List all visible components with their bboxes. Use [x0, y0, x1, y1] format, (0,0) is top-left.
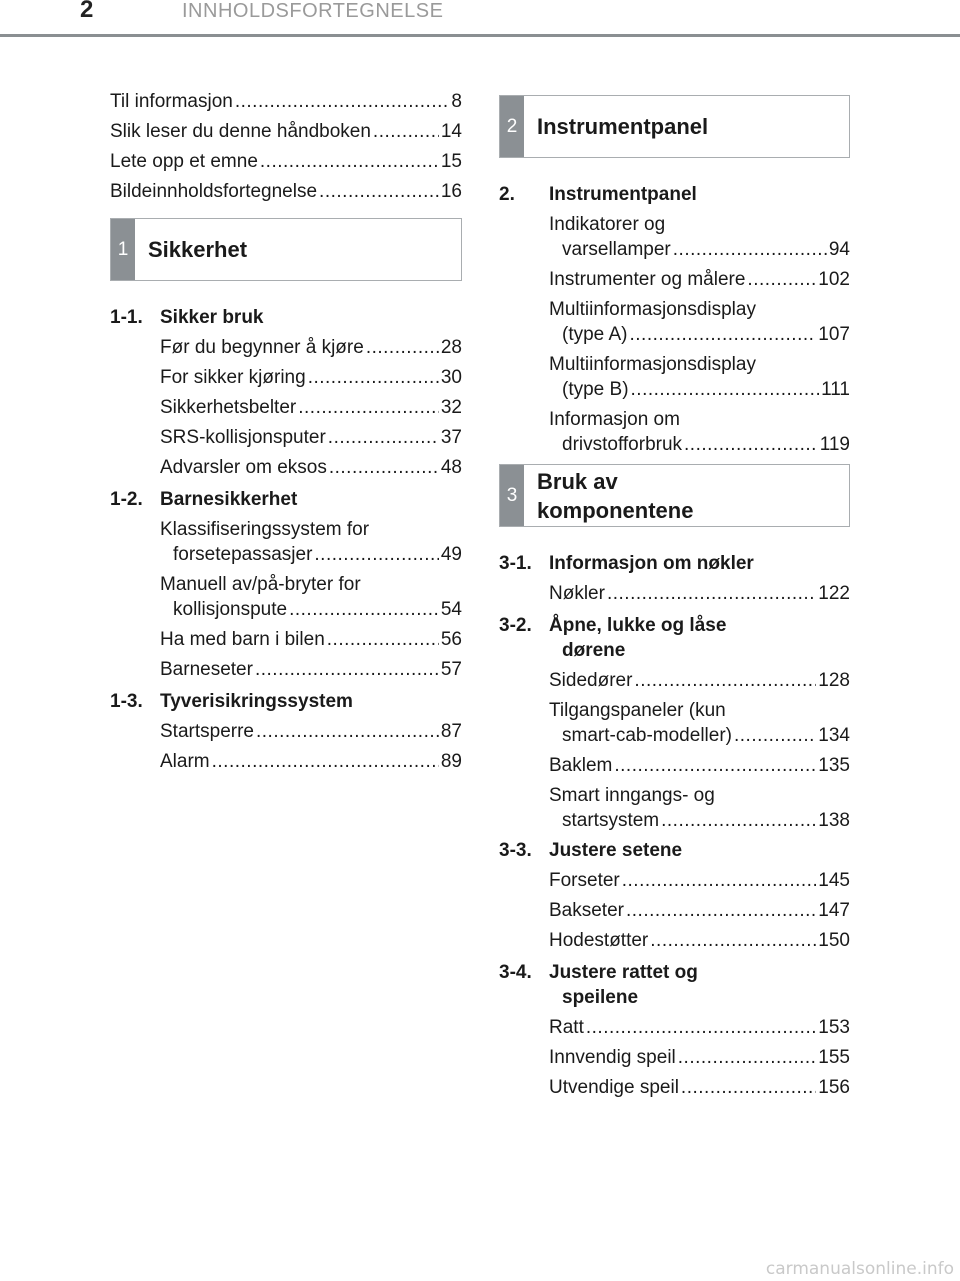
- toc-link[interactable]: Smart inngangs- og startsystem ..... 138: [549, 783, 850, 833]
- section-heading: 3-2. Åpne, lukke og låse dørene: [499, 615, 727, 661]
- chapter-number-tab: 2: [500, 96, 524, 157]
- toc-link[interactable]: Slik leser du denne håndboken ..... 14: [110, 119, 462, 149]
- toc-link[interactable]: Klassifiseringssystem for forsetepassasjer ..... 49: [160, 517, 462, 567]
- section-items: [499, 581, 850, 611]
- toc-link[interactable]: Multiinformasjonsdisplay (type B) ..... 111: [549, 352, 850, 402]
- toc-link[interactable]: Manuell av/på-bryter for kollisjonspute ..... 54: [160, 572, 462, 622]
- toc-link[interactable]: Lete opp et emne ..... 15: [110, 149, 462, 179]
- toc-link[interactable]: SRS-kollisjonsputer ..... 37: [160, 425, 462, 455]
- section-heading: 2. Instrumentpanel: [499, 184, 697, 205]
- watermark: carmanualsonline.info: [765, 1259, 954, 1279]
- section-items: [499, 1015, 850, 1105]
- toc-link[interactable]: Advarsler om eksos ..... 48: [160, 455, 462, 485]
- chapter-title: Instrumentpanel: [537, 114, 709, 139]
- section-heading: 1-2. Barnesikkerhet: [110, 489, 298, 510]
- toc-link[interactable]: Startsperre ..... 87: [160, 719, 462, 749]
- toc-link[interactable]: Til informasjon ..... 8: [110, 89, 462, 119]
- toc-link[interactable]: Bakseter ..... 147: [549, 898, 850, 928]
- toc-link[interactable]: Nøkler ..... 122: [549, 581, 850, 611]
- chapter-box-3[interactable]: [499, 464, 850, 527]
- toc-link[interactable]: Alarm ..... 89: [160, 749, 462, 779]
- section-heading: 3-3. Justere setene: [499, 840, 683, 861]
- toc-link[interactable]: Instrumenter og målere ..... 102: [549, 267, 850, 297]
- section-items: [499, 668, 850, 833]
- toc-link[interactable]: Tilgangspaneler (kun smart-cab-modeller) ..... 134: [549, 698, 850, 748]
- toc-link[interactable]: Indikatorer og varsellamper ..... 94: [549, 212, 850, 262]
- page-header: [0, 0, 960, 36]
- toc-link[interactable]: Forseter ..... 145: [549, 868, 850, 898]
- intro-list: [110, 89, 462, 209]
- section-heading: 3-4. Justere rattet og speilene: [499, 962, 698, 1008]
- page-title: INNHOLDSFORTEGNELSE: [182, 0, 444, 22]
- toc-link[interactable]: Baklem ..... 135: [549, 753, 850, 783]
- section-items: [110, 517, 462, 687]
- section-items: [499, 212, 850, 457]
- toc-link[interactable]: Ratt ..... 153: [549, 1015, 850, 1045]
- section-items: [110, 335, 462, 485]
- chapter-box-1[interactable]: [110, 218, 462, 281]
- toc-link[interactable]: Utvendige speil ..... 156: [549, 1075, 850, 1105]
- chapter-title: Sikkerhet: [148, 237, 248, 262]
- toc-link[interactable]: Innvendig speil ..... 155: [549, 1045, 850, 1075]
- toc-link[interactable]: Barneseter ..... 57: [160, 657, 462, 687]
- chapter-box-2[interactable]: [499, 95, 850, 158]
- section-heading: 1-1. Sikker bruk: [110, 307, 264, 328]
- toc-link[interactable]: Ha med barn i bilen ..... 56: [160, 627, 462, 657]
- toc-link[interactable]: Før du begynner å kjøre ..... 28: [160, 335, 462, 365]
- section-items: [110, 719, 462, 779]
- toc-link[interactable]: Bildeinnholdsfortegnelse ..... 16: [110, 179, 462, 209]
- toc-link[interactable]: Multiinformasjonsdisplay (type A) ..... 107: [549, 297, 850, 347]
- toc-link[interactable]: Hodestøtter ..... 150: [549, 928, 850, 958]
- chapter-number-tab: 3: [500, 465, 524, 526]
- left-column: [110, 89, 462, 779]
- page-number: 2: [80, 0, 94, 23]
- right-column: [499, 95, 850, 1105]
- toc-link[interactable]: Sikkerhetsbelter ..... 32: [160, 395, 462, 425]
- toc-link[interactable]: Informasjon om drivstofforbruk ..... 119: [549, 407, 850, 457]
- chapter-number-tab: 1: [111, 219, 135, 280]
- chapter-title: Bruk av komponentene: [537, 468, 694, 523]
- toc-link[interactable]: Sidedører ..... 128: [549, 668, 850, 698]
- header-rule: [0, 34, 960, 37]
- toc-link[interactable]: For sikker kjøring ..... 30: [160, 365, 462, 395]
- section-heading: 1-3. Tyverisikringssystem: [110, 691, 353, 712]
- section-items: [499, 868, 850, 958]
- section-heading: 3-1. Informasjon om nøkler: [499, 553, 754, 574]
